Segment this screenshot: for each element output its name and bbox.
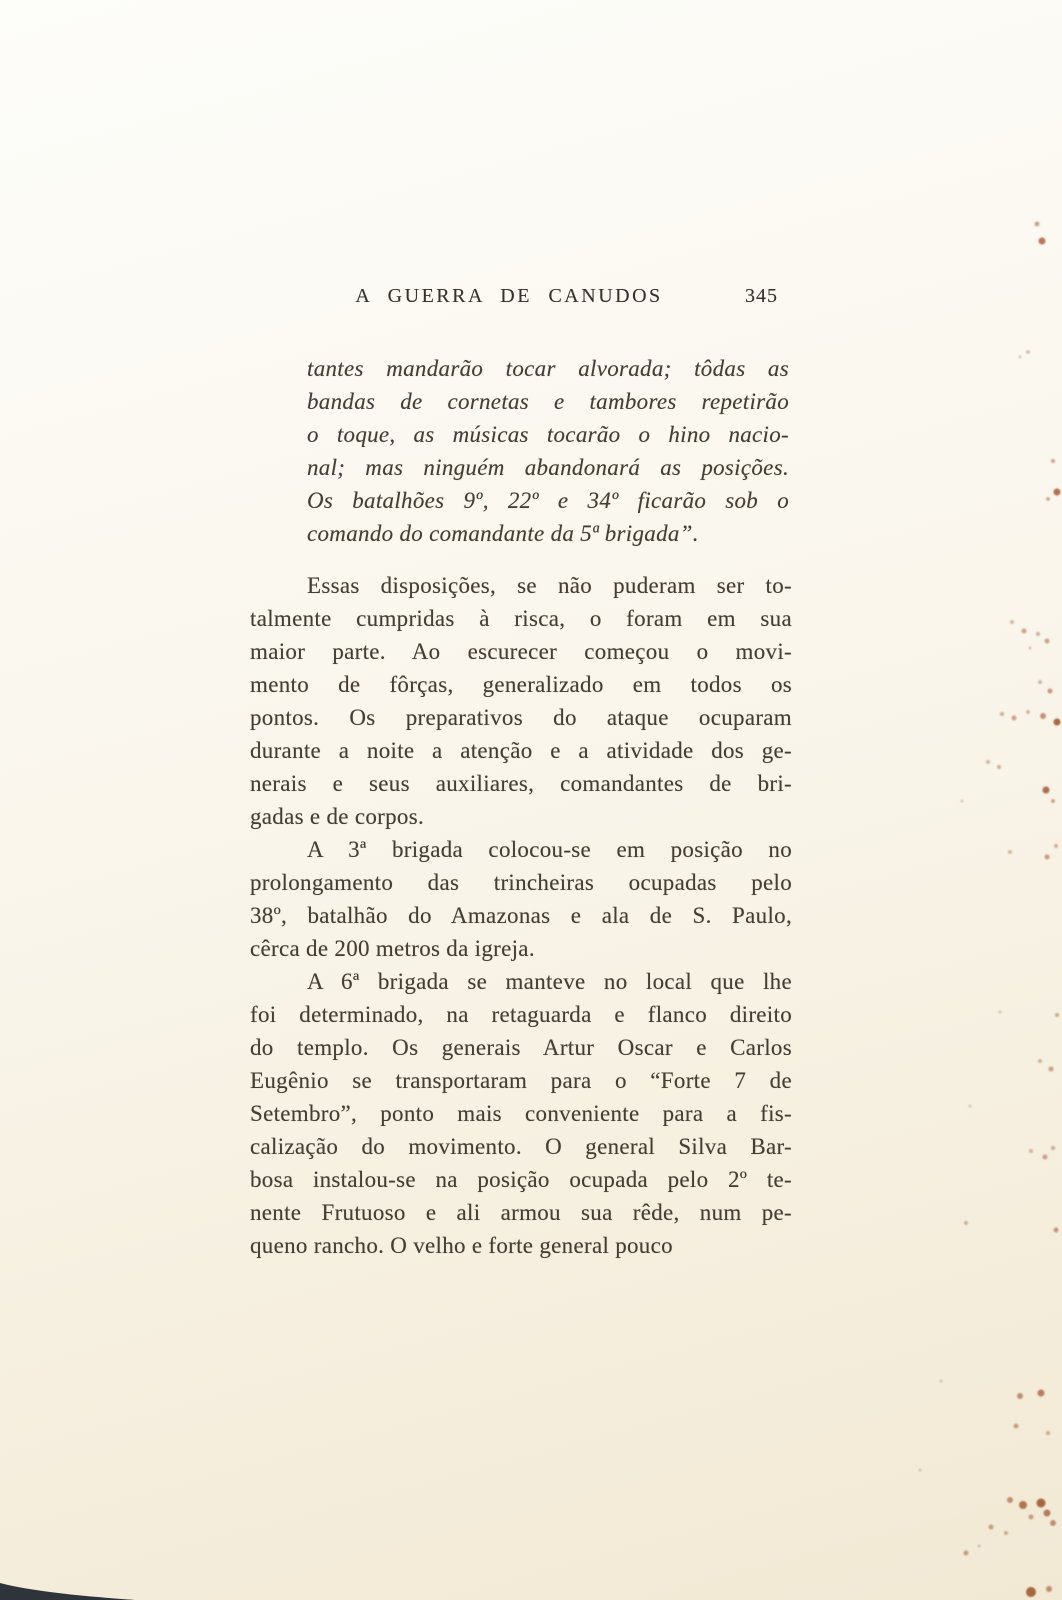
text-line: A 6ª brigada se manteve no local que lhe (307, 969, 792, 994)
foxing-spot (1039, 238, 1046, 245)
foxing-spot (989, 1525, 994, 1530)
foxing-spot (986, 760, 990, 764)
foxing-spot (1050, 1520, 1056, 1526)
foxing-spot (1038, 680, 1042, 684)
text-line: A 3ª brigada colocou-se em posição no (307, 837, 792, 862)
foxing-spot (1046, 1431, 1050, 1435)
foxing-spot (1054, 844, 1058, 848)
text-line: calização do movimento. O general Silva Bar- (250, 1134, 792, 1159)
foxing-spot (1029, 1149, 1033, 1153)
foxing-spot (1036, 632, 1040, 636)
foxing-spot (1017, 1393, 1023, 1399)
foxing-spot (1054, 1228, 1059, 1233)
page-number: 345 (745, 285, 778, 307)
foxing-spot (1045, 639, 1050, 644)
text-line: Essas disposições, se não puderam ser to- (307, 573, 792, 598)
text-line: nente Frutuoso e ali armou sua rêde, num pe- (250, 1200, 792, 1225)
text-line: nerais e seus auxiliares, comandantes de bri- (250, 771, 792, 796)
foxing-spot (1043, 1155, 1048, 1160)
text-line: comando do comandante da 5ª brigada”. (307, 521, 699, 546)
foxing-spot (1038, 1059, 1042, 1063)
foxing-spot (999, 1011, 1002, 1014)
foxing-spot (997, 765, 1001, 769)
foxing-spot (1038, 1390, 1045, 1397)
text-line: pontos. Os preparativos do ataque ocuparam (250, 705, 792, 730)
text-line: tantes mandarão tocar alvorada; tôdas as (307, 356, 789, 381)
foxing-spot (1029, 647, 1032, 650)
foxing-spot (1026, 1587, 1036, 1597)
running-title: A GUERRA DE CANUDOS (355, 285, 663, 307)
body-text (250, 569, 792, 1262)
text-line: foi determinado, na retaguarda e flanco direito (250, 1002, 792, 1027)
text-line: durante a noite a atenção e a atividade dos ge- (250, 738, 792, 763)
foxing-spot (964, 1221, 968, 1225)
foxing-spot (1014, 1424, 1019, 1429)
text-line: 38º, batalhão do Amazonas e ala de S. Paulo, (250, 903, 792, 928)
page-header (250, 285, 792, 311)
text-line: mento de fôrças, generalizado em todos os (250, 672, 792, 697)
foxing-spot (1037, 1499, 1046, 1508)
text-line: queno rancho. O velho e forte general pouco (250, 1233, 673, 1258)
foxing-spot (1019, 356, 1022, 359)
foxing-spot (964, 1551, 969, 1556)
foxing-spot (1012, 716, 1017, 721)
foxing-spot (1004, 1531, 1008, 1535)
text-line: talmente cumpridas à risca, o foram em sua (250, 606, 792, 631)
foxing-spot (1044, 1510, 1051, 1517)
text-line: nal; mas ninguém abandonará as posições. (307, 455, 789, 480)
foxing-spot (1048, 689, 1053, 694)
foxing-spot (1007, 1497, 1013, 1503)
text-line: Setembro”, ponto mais conveniente para a fis- (250, 1101, 792, 1126)
paragraph (250, 833, 792, 965)
foxing-spot (1045, 855, 1050, 860)
text-line: cêrca de 200 metros da igreja. (250, 936, 535, 961)
text-line: maior parte. Ao escurecer começou o movi- (250, 639, 792, 664)
foxing-spot (1019, 1501, 1027, 1509)
foxing-spot (969, 1105, 972, 1108)
text-line: o toque, as músicas tocarão o hino nacio- (307, 422, 789, 447)
foxing-spot (1026, 350, 1030, 354)
foxing-spot (978, 1545, 981, 1548)
foxing-spot (1008, 850, 1012, 854)
foxing-spot (1040, 713, 1046, 719)
paragraph (250, 965, 792, 1262)
foxing-spot (1010, 620, 1014, 624)
foxing-spot (1051, 459, 1055, 463)
foxing-spot (1026, 710, 1030, 714)
text-line: Os batalhões 9º, 22º e 34º ficarão sob o (307, 488, 789, 513)
foxing-spot (1049, 1067, 1054, 1072)
foxing-spot (1055, 1013, 1059, 1017)
foxing-spot (1022, 629, 1027, 634)
block-quote (307, 352, 789, 550)
text-line: gadas e de corpos. (250, 804, 425, 829)
foxing-spot (1054, 719, 1061, 726)
foxing-spot (1029, 1515, 1034, 1520)
corner-scan-shadow (0, 1583, 135, 1600)
text-line: prolongamento das trincheiras ocupadas pelo (250, 870, 792, 895)
foxing-spot (940, 1380, 943, 1383)
text-line: Eugênio se transportaram para o “Forte 7 de (250, 1068, 792, 1093)
foxing-spot (1046, 497, 1050, 501)
foxing-spot (961, 800, 964, 803)
foxing-spot (1000, 712, 1004, 716)
text-line: do templo. Os generais Artur Oscar e Carlos (250, 1035, 792, 1060)
text-line: bandas de cornetas e tambores repetirão (307, 389, 789, 414)
foxing-spot (1046, 1586, 1052, 1592)
foxing-spot (1043, 787, 1050, 794)
foxing-spot (919, 1469, 922, 1472)
foxing-spot (1051, 1146, 1055, 1150)
foxing-spot (1054, 489, 1061, 496)
paragraph (250, 569, 792, 833)
text-line: bosa instalou-se na posição ocupada pelo 2º te- (250, 1167, 792, 1192)
foxing-spot (1035, 222, 1040, 227)
foxing-spot (1051, 799, 1055, 803)
